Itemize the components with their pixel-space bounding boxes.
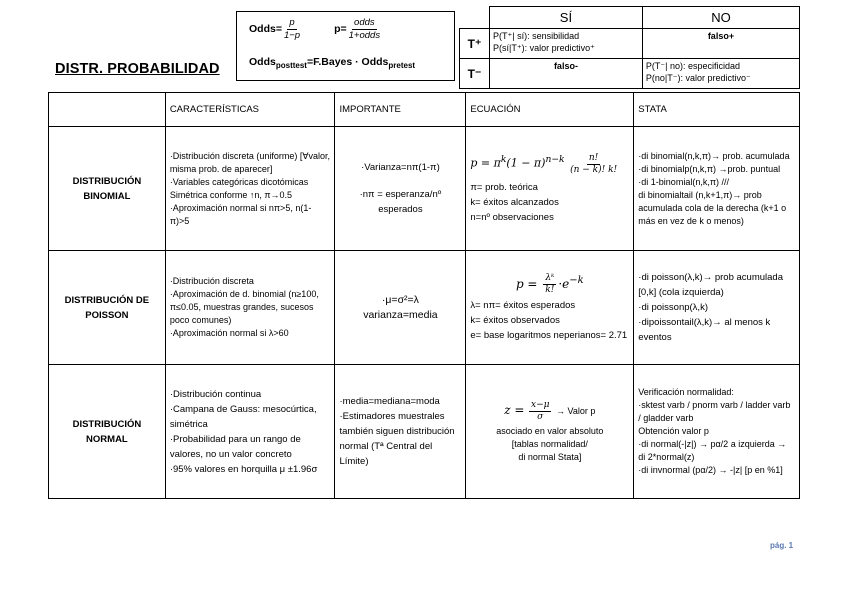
cell-neg-no: P(T⁻| no): especificidad P(no|T⁻): valor predictivo⁻ xyxy=(642,59,799,89)
p-label: p= xyxy=(334,23,347,35)
row-label-normal: DISTRIBUCIÓN NORMAL xyxy=(49,365,166,499)
normal-formula: z = $\frac{x-\mu}{\sigma}$ → Valor p xyxy=(504,399,596,422)
poisson-importante: ·μ=σ²=λ varianza=media xyxy=(335,251,466,365)
normal-caracteristicas: ·Distribución continua ·Campana de Gauss: mesocúrtica, simétrica ·Probabilidad para un rango de valores, no un valor concreto ·95% valores en horquilla μ ±1.96σ xyxy=(165,365,335,499)
poisson-stata: ·di poisson(λ,k)→ prob acumulada [0,k] (cola izquierda) ·di poissonp(λ,k) ·dipoissontail(λ,k)→ al menos k eventos xyxy=(634,251,800,365)
table-row-normal xyxy=(49,365,800,499)
binomial-importante: ·Varianza=nπ(1-π) ·nπ = esperanza/nº esperados xyxy=(335,127,466,251)
distribution-table xyxy=(48,92,800,499)
odds-fraction: $\frac{p}{1-p}$ xyxy=(283,17,301,41)
page-title: DISTR. PROBABILIDAD xyxy=(55,61,220,77)
cell-pos-si: P(T⁺| sí): sensibilidad P(sí|T⁺): valor predictivo⁺ xyxy=(490,29,643,59)
binomial-formula: $p = \pi^k(1 - \pi)^{n-k}$ $\frac{n!}{(n - k)! k!}$ xyxy=(470,152,618,175)
poisson-ecuacion: p = $\frac{\text{λᵏ}}{k!}$ $\cdot e^{-k}$ λ= nπ= éxitos esperados k= éxitos observados e= base logaritmos neperianos= 2.71 xyxy=(466,251,634,365)
cell-pos-no: falso+ xyxy=(642,29,799,59)
bayes-formula: Odds$_{posttest}$=F.Bayes · Odds$_{pretest}$ xyxy=(249,56,416,71)
col-header-ecuacion: ECUACIÓN xyxy=(466,93,634,127)
row-label-poisson: DISTRIBUCIÓN DE POISSON xyxy=(49,251,166,365)
binomial-caracteristicas: ·Distribución discreta (uniforme) [∀valor, misma prob. de aparecer] ·Variables categóricas dicotómicas Simétrica conforme ↑n, π→0.5 ·Aproximación normal si nπ>5, n(1-π)>5 xyxy=(165,127,335,251)
poisson-formula: p = $\frac{\text{λᵏ}}{k!}$ $\cdot e^{-k}$ xyxy=(515,272,584,295)
table-row-binomial xyxy=(49,127,800,251)
odds-formulas xyxy=(249,18,382,40)
row-label-binomial: DISTRIBUCIÓN BINOMIAL xyxy=(49,127,166,251)
row-label-positive: T⁺ xyxy=(460,29,490,59)
col-header-caracteristicas: CARACTERÍSTICAS xyxy=(165,93,335,127)
row-label-negative: T⁻ xyxy=(460,59,490,89)
normal-ecuacion: z = $\frac{x-\mu}{\sigma}$ → Valor p asociado en valor absoluto [tablas normalidad/ di normal Stata] xyxy=(466,365,634,499)
confusion-table xyxy=(459,6,800,89)
odds-label: Odds= xyxy=(249,23,282,35)
odds-formula-box xyxy=(236,11,455,81)
col-header-stata: STATA xyxy=(634,93,800,127)
binomial-stata: ·di binomial(n,k,π)→ prob. acumulada ·di binomialp(n,k,π) →prob. puntual ·di 1-binomial(n,k,π) /// di binomialtail (n,k+1,π)→ prob acumulada cola de la derecha (k+1 o más en vez de k o menos) xyxy=(634,127,800,251)
table-row-poisson xyxy=(49,251,800,365)
poisson-caracteristicas: ·Distribución discreta ·Aproximación de d. binomial (n≥100, π≤0.05, muestras grandes, sucesos poco comunes) ·Aproximación normal si λ>60 xyxy=(165,251,335,365)
col-header-no: NO xyxy=(642,7,799,29)
normal-importante: ·media=mediana=moda ·Estimadores muestrales también siguen distribución normal (Tª Central del Límite) xyxy=(335,365,466,499)
p-fraction: $\frac{\text{odds}}{\text{1+odds}}$ xyxy=(348,17,381,41)
col-header-importante: IMPORTANTE xyxy=(335,93,466,127)
col-header-si: SÍ xyxy=(490,7,643,29)
binomial-ecuacion: $p = \pi^k(1 - \pi)^{n-k}$ $\frac{n!}{(n - k)! k!}$ π= prob. teórica k= éxitos alcanzados n=nº observaciones xyxy=(466,127,634,251)
cell-neg-si: falso- xyxy=(490,59,643,89)
page-number: pág. 1 xyxy=(770,541,794,550)
normal-stata: Verificación normalidad: ·sktest varb / pnorm varb / ladder varb / gladder varb Obtención valor p ·di normal(-|z|) → pα/2 a izquierda → di 2*normal(z) ·di invnormal (pα/2) → -|z| [p en %1] xyxy=(634,365,800,499)
